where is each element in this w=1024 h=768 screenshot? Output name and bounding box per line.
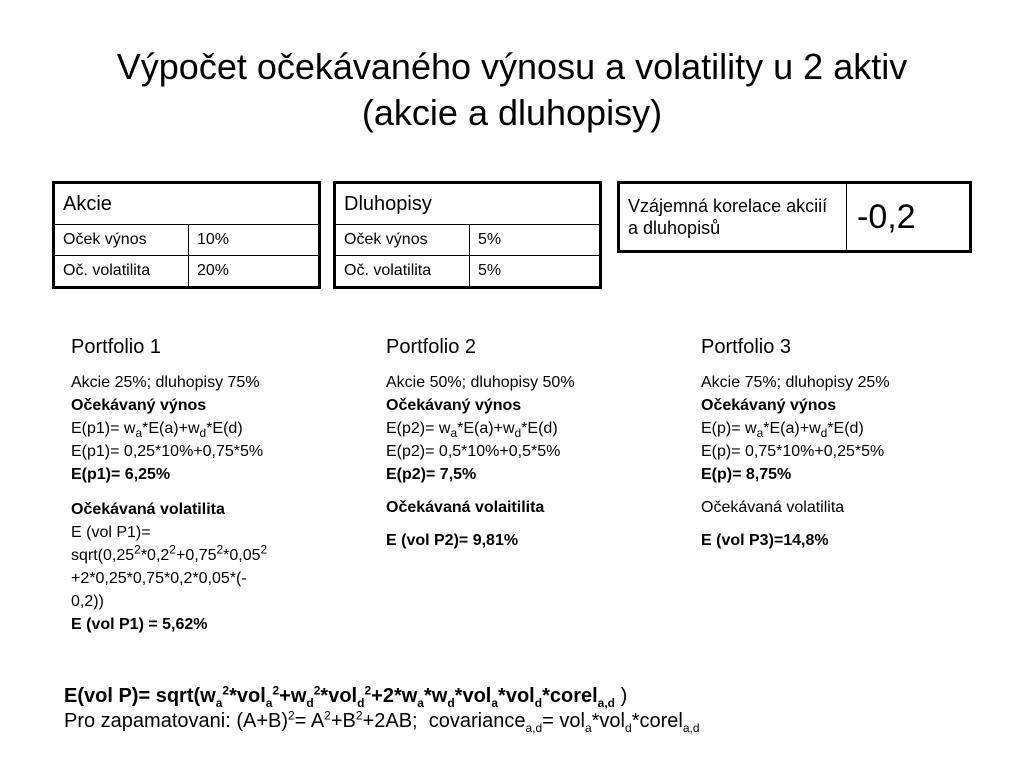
portfolio-2-formula: $E(p2)= w_a*E(a)+w_d*E(d)$	[386, 420, 558, 441]
table-akcie	[52, 181, 321, 289]
dluhopisy-return-label: Oček výnos	[335, 225, 470, 256]
bottom-formulas	[64, 684, 700, 734]
portfolio-2-expected-heading: Očekávaný výnos	[386, 397, 522, 414]
portfolio-3-expected-heading: Očekávaný výnos	[701, 397, 837, 414]
portfolio-3-heading: Portfolio 3	[701, 336, 792, 358]
portfolio-1-formula: $E(p1)= w_a*E(a)+w_d*E(d)$	[71, 420, 243, 441]
portfolio-3-weights: Akcie 75%; dluhopisy 25%	[701, 374, 890, 391]
akcie-volatility-label: Oč. volatilita	[54, 256, 189, 288]
title-line-1: Výpočet očekávaného výnosu a volatility u 2 aktiv	[116, 46, 908, 87]
title-line-2: (akcie a dluhopisy)	[361, 92, 663, 133]
table-dluhopisy	[333, 181, 602, 289]
portfolio-2-vol-heading: Očekávaná volaitilita	[386, 499, 545, 516]
portfolio-1-result: E(p1)= 6,25%	[71, 466, 171, 483]
bottom-formula: E(vol $P)= sqrt(w_a^2*vol_a^2+w_d^2*vol_d^2+2*w_a*w_d*vol_a*vol_d*corel_{a,d}$ )	[64, 683, 628, 710]
portfolio-3-vol-heading: Očekávaná volatilita	[701, 499, 845, 516]
akcie-return-label: Oček výnos	[54, 225, 189, 256]
dluhopisy-volatility-label: Oč. volatilita	[335, 256, 470, 288]
portfolio-1-vol-heading: Očekávaná volatilita	[71, 501, 225, 518]
portfolio-2-heading: Portfolio 2	[386, 336, 477, 358]
table-akcie-header: Akcie	[54, 183, 320, 225]
portfolio-2-calc: E(p2)= 0,5*10%+0,5*5%	[386, 443, 561, 460]
portfolio-1-vol-result: E (vol P1) = 5,62%	[71, 616, 208, 633]
portfolio-3-calc: E(p)= 0,75*10%+0,25*5%	[701, 443, 885, 460]
portfolio-2-vol-result: E (vol P2)= 9,81%	[386, 532, 519, 549]
table-correlation	[617, 181, 972, 253]
portfolio-1-heading: Portfolio 1	[71, 336, 162, 358]
portfolio-2	[386, 336, 646, 552]
table-dluhopisy-header: Dluhopisy	[335, 183, 601, 225]
portfolio-1	[71, 336, 331, 636]
correlation-value: -0,2	[847, 183, 971, 252]
portfolio-1-calc: E(p1)= 0,25*10%+0,75*5%	[71, 443, 264, 460]
portfolio-3-result: E(p)= 8,75%	[701, 466, 792, 483]
page-title	[0, 44, 1024, 136]
portfolio-1-weights: Akcie 25%; dluhopisy 75%	[71, 374, 260, 391]
portfolio-3-formula: $E(p)= w_a*E(a)+w_d*E(d)$	[701, 420, 864, 441]
dluhopisy-return-value: 5%	[470, 225, 601, 256]
portfolio-2-weights: Akcie 50%; dluhopisy 50%	[386, 374, 575, 391]
correlation-label: Vzájemná korelace akciií a dluhopisů	[619, 183, 847, 252]
portfolio-3	[701, 336, 961, 552]
dluhopisy-volatility-value: 5%	[470, 256, 601, 288]
bottom-reminder: Pro zapamatovani: $(A+B)^2= A^2+B^2+2AB$; covariance$_{a,d}$= vol$_a$*vol$_d$*corel$_{a,d}$	[64, 708, 700, 735]
akcie-return-value: 10%	[189, 225, 320, 256]
portfolio-1-expected-heading: Očekávaný výnos	[71, 397, 207, 414]
portfolio-2-result: E(p2)= 7,5%	[386, 466, 477, 483]
portfolio-1-vol-formula: E (vol P1)= $sqrt(0,25^2*0,2^2+0,75^2*0,05^2$ +2*0,25*0,75*0,2*0,05*(- 0,2))	[71, 524, 268, 610]
akcie-volatility-value: 20%	[189, 256, 320, 288]
portfolio-3-vol-result: E (vol P3)=14,8%	[701, 532, 829, 549]
